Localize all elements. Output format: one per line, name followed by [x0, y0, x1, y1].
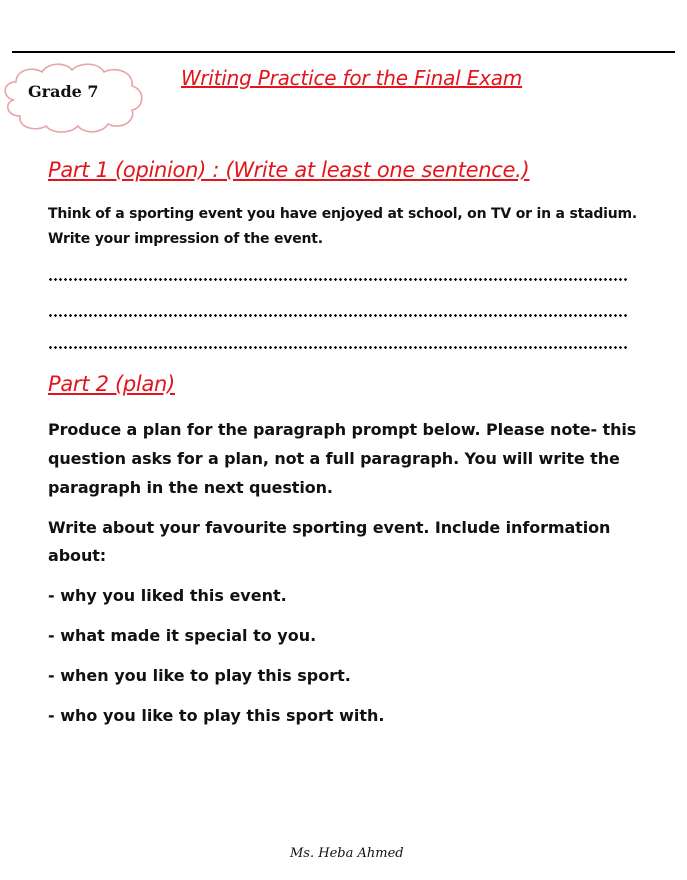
- part2-heading: Part 2 (plan): [48, 372, 175, 396]
- part2-instruction-line: paragraph in the next question.: [48, 478, 333, 497]
- bullet-item: - when you like to play this sport.: [48, 666, 351, 685]
- part1-instruction-line: Think of a sporting event you have enjoyed at school, on TV or in a stadium.: [48, 206, 638, 222]
- part1-heading: Part 1 (opinion) : (Write at least one sentence.): [48, 158, 530, 182]
- bullet-item: - why you liked this event.: [48, 586, 287, 605]
- answer-line[interactable]: [48, 346, 628, 349]
- answer-line[interactable]: [48, 314, 628, 317]
- part1-instruction-line: Write your impression of the event.: [48, 231, 323, 247]
- document-title: Writing Practice for the Final Exam: [181, 66, 523, 90]
- part2-instruction-line: question asks for a plan, not a full paragraph. You will write the: [48, 449, 620, 468]
- top-rule: [12, 51, 675, 53]
- part2-prompt-line: Write about your favourite sporting event. Include information: [48, 518, 611, 537]
- teacher-signature: Ms. Heba Ahmed: [290, 846, 404, 861]
- answer-line[interactable]: [48, 278, 628, 281]
- grade-label: Grade 7: [28, 82, 99, 101]
- part2-instruction-line: Produce a plan for the paragraph prompt below. Please note- this: [48, 420, 637, 439]
- bullet-item: - who you like to play this sport with.: [48, 706, 385, 725]
- part2-prompt-line: about:: [48, 546, 107, 565]
- bullet-item: - what made it special to you.: [48, 626, 317, 645]
